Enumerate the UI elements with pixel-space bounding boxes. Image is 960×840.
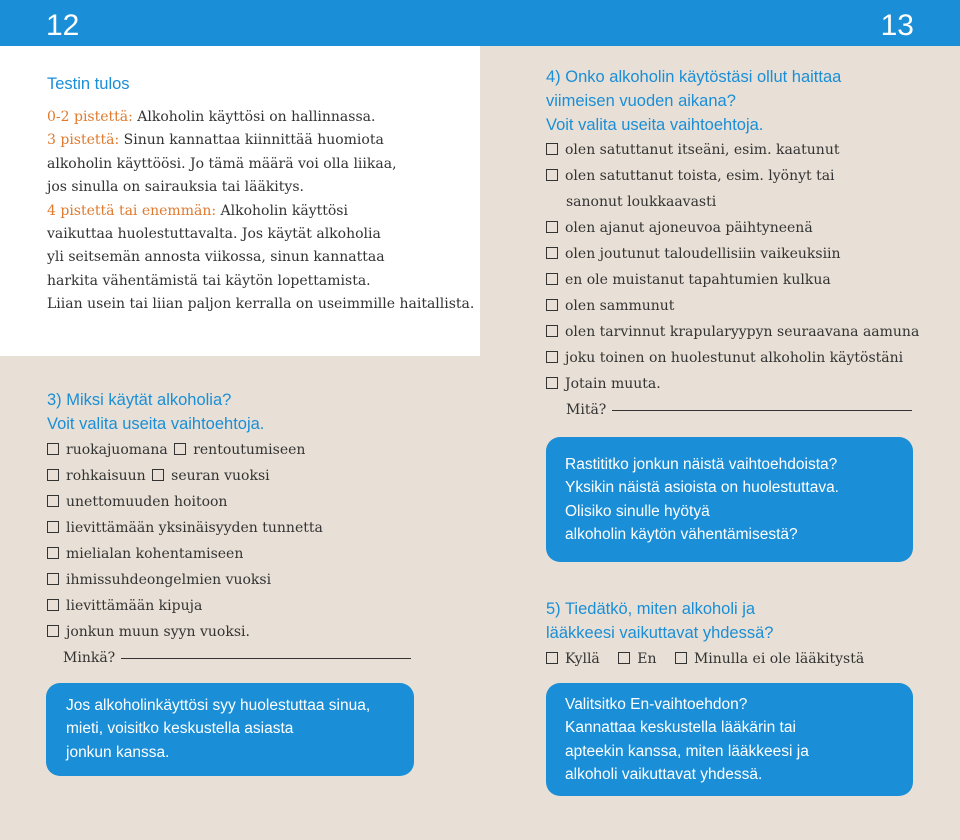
checkbox[interactable] xyxy=(546,325,558,337)
result-line: yli seitsemän annosta viikossa, sinun kannattaa xyxy=(47,249,385,266)
q4-option-label: Jotain muuta. xyxy=(565,376,661,392)
q4-option-label: olen ajanut ajoneuvoa päihtyneenä xyxy=(565,220,813,236)
checkbox[interactable] xyxy=(546,351,558,363)
callout-left-line: Jos alkoholinkäyttösi syy huolestuttaa sinua, xyxy=(66,697,371,714)
q3-subtitle: Voit valita useita vaihtoehtoja. xyxy=(47,415,265,433)
q4-option-label: olen tarvinnut krapularyypyn seuraavana aamuna xyxy=(565,324,920,340)
q4-other-label: Mitä? xyxy=(566,402,607,418)
q5-option xyxy=(675,646,864,672)
checkbox[interactable] xyxy=(47,521,59,533)
q3-option-row xyxy=(47,463,411,489)
callout-left-line: mieti, voisitko keskustella asiasta xyxy=(66,720,294,738)
q3-other-label: Minkä? xyxy=(63,650,116,666)
callout-right-bottom-line: Valitsitko En-vaihtoehdon? xyxy=(565,696,748,713)
q3-option-label: lievittämään kipuja xyxy=(66,598,203,614)
checkbox[interactable] xyxy=(546,143,558,155)
checkbox[interactable] xyxy=(152,469,164,481)
callout-right-bottom-line: Kannattaa keskustella lääkärin tai xyxy=(565,719,796,737)
q4-option-row xyxy=(546,293,919,319)
q5-options xyxy=(546,646,878,672)
callout-left-line: jonkun kanssa. xyxy=(66,743,170,761)
q3-option-label: rentoutumiseen xyxy=(193,442,306,458)
q5-option-label: En xyxy=(637,651,657,667)
q4-option-row xyxy=(546,137,919,163)
checkbox[interactable] xyxy=(546,652,558,664)
q3-option-label: unettomuuden hoitoon xyxy=(66,494,228,510)
checkbox[interactable] xyxy=(546,273,558,285)
q4-option-row xyxy=(546,345,919,371)
q4-subtitle: Voit valita useita vaihtoehtoja. xyxy=(546,116,764,134)
q4-title: viimeisen vuoden aikana? xyxy=(546,92,736,110)
page-number-right: 13 xyxy=(880,9,914,42)
q4-option-label: olen joutunut taloudellisiin vaikeuksiin xyxy=(565,246,841,262)
q3-option-label: mielialan kohentamiseen xyxy=(66,546,244,562)
q3-option-label: jonkun muun syyn vuoksi. xyxy=(66,624,250,640)
checkbox[interactable] xyxy=(546,169,558,181)
q4-option-row xyxy=(546,267,919,293)
checkbox[interactable] xyxy=(47,599,59,611)
result-line: Liian usein tai liian paljon kerralla on useimmille haitallista. xyxy=(47,296,475,313)
checkbox[interactable] xyxy=(546,247,558,259)
q4-option-label: en ole muistanut tapahtumien kulkua xyxy=(565,272,831,288)
q4-option-label: olen satuttanut toista, esim. lyönyt tai xyxy=(565,168,835,184)
q3-other-input[interactable] xyxy=(121,658,411,659)
result-line: jos sinulla on sairauksia tai lääkitys. xyxy=(47,179,304,196)
q3-option-row xyxy=(47,619,411,645)
result-line: vaikuttaa huolestuttavalta. Jos käytät alkoholia xyxy=(47,225,381,242)
q4-options xyxy=(546,137,919,423)
callout-right-top-line: Olisiko sinulle hyötyä xyxy=(565,502,710,520)
callout-right-top-line: Rastititko jonkun näistä vaihtoehdoista? xyxy=(565,456,838,473)
callout-left xyxy=(46,683,414,776)
callout-right-top-line: Yksikin näistä asioista on huolestuttava. xyxy=(565,479,839,497)
q4-other-input[interactable] xyxy=(612,410,912,411)
result-line: harkita vähentämistä tai käytön lopettamista. xyxy=(47,272,371,289)
q3-option-label: seuran vuoksi xyxy=(171,468,270,484)
q3-option-row xyxy=(47,515,411,541)
q3-option-row xyxy=(47,567,411,593)
result-line: 3 pistettä: Sinun kannattaa kiinnittää huomiota xyxy=(47,132,384,149)
q4-other-row xyxy=(546,397,919,423)
q5-option-label: Minulla ei ole lääkitystä xyxy=(693,651,865,667)
checkbox[interactable] xyxy=(47,443,59,455)
q4-option-label: joku toinen on huolestunut alkoholin käytöstäni xyxy=(565,350,904,366)
top-bar xyxy=(0,0,960,46)
checkbox[interactable] xyxy=(47,547,59,559)
q5-title: 5) Tiedätkö, miten alkoholi ja xyxy=(546,600,756,618)
q4-heading xyxy=(546,65,841,137)
q4-option-continuation: sanonut loukkaavasti xyxy=(566,194,717,210)
checkbox[interactable] xyxy=(546,377,558,389)
q5-option xyxy=(618,646,656,672)
q3-option-label: lievittämään yksinäisyyden tunnetta xyxy=(66,520,323,536)
callout-right-bottom-line: apteekin kanssa, miten lääkkeesi ja xyxy=(565,742,809,760)
checkbox[interactable] xyxy=(546,221,558,233)
q3-title: 3) Miksi käytät alkoholia? xyxy=(47,391,232,409)
q3-other-row xyxy=(47,645,411,671)
q5-option xyxy=(546,646,600,672)
q3-option-row xyxy=(47,437,411,463)
q3-options xyxy=(47,437,411,671)
test-result-text xyxy=(47,106,474,317)
q5-heading xyxy=(546,597,773,645)
q5-title: lääkkeesi vaikuttavat yhdessä? xyxy=(546,624,774,642)
checkbox[interactable] xyxy=(546,299,558,311)
result-line: alkoholin käyttöösi. Jo tämä määrä voi olla liikaa, xyxy=(47,155,397,172)
page-number-left: 12 xyxy=(46,9,80,42)
q3-option-row xyxy=(47,489,411,515)
q4-option-row xyxy=(546,319,919,345)
checkbox[interactable] xyxy=(47,573,59,585)
q5-option-row xyxy=(546,646,878,672)
q4-option-label: olen sammunut xyxy=(565,298,675,314)
q3-heading xyxy=(47,388,264,436)
q4-option-row xyxy=(546,371,919,397)
result-line: 0-2 pistettä: Alkoholin käyttösi on hallinnassa. xyxy=(47,109,376,125)
q5-option-label: Kyllä xyxy=(565,651,600,667)
q4-option-label: olen satuttanut itseäni, esim. kaatunut xyxy=(565,142,840,158)
q3-option-label: ihmissuhdeongelmien vuoksi xyxy=(66,572,272,588)
callout-right-bottom-line: alkoholi vaikuttavat yhdessä. xyxy=(565,766,763,784)
result-line: 4 pistettä tai enemmän: Alkoholin käyttösi xyxy=(47,202,348,219)
q3-option-label: rohkaisuun xyxy=(66,468,146,484)
checkbox[interactable] xyxy=(47,625,59,637)
checkbox[interactable] xyxy=(174,443,186,455)
q3-option-row xyxy=(47,593,411,619)
callout-right-top xyxy=(546,437,913,562)
checkbox[interactable] xyxy=(675,652,687,664)
q4-option-row xyxy=(546,215,919,241)
q3-option-label: ruokajuomana xyxy=(66,442,168,458)
q4-option-row xyxy=(546,241,919,267)
q3-option-row xyxy=(47,541,411,567)
callout-right-top-line: alkoholin käytön vähentämisestä? xyxy=(565,526,798,544)
test-result-heading: Testin tulos xyxy=(47,75,130,93)
q4-title: 4) Onko alkoholin käytöstäsi ollut haittaa xyxy=(546,68,842,86)
checkbox[interactable] xyxy=(47,495,59,507)
q4-option-row xyxy=(546,163,919,189)
checkbox[interactable] xyxy=(618,652,630,664)
checkbox[interactable] xyxy=(47,469,59,481)
callout-right-bottom xyxy=(546,683,913,796)
